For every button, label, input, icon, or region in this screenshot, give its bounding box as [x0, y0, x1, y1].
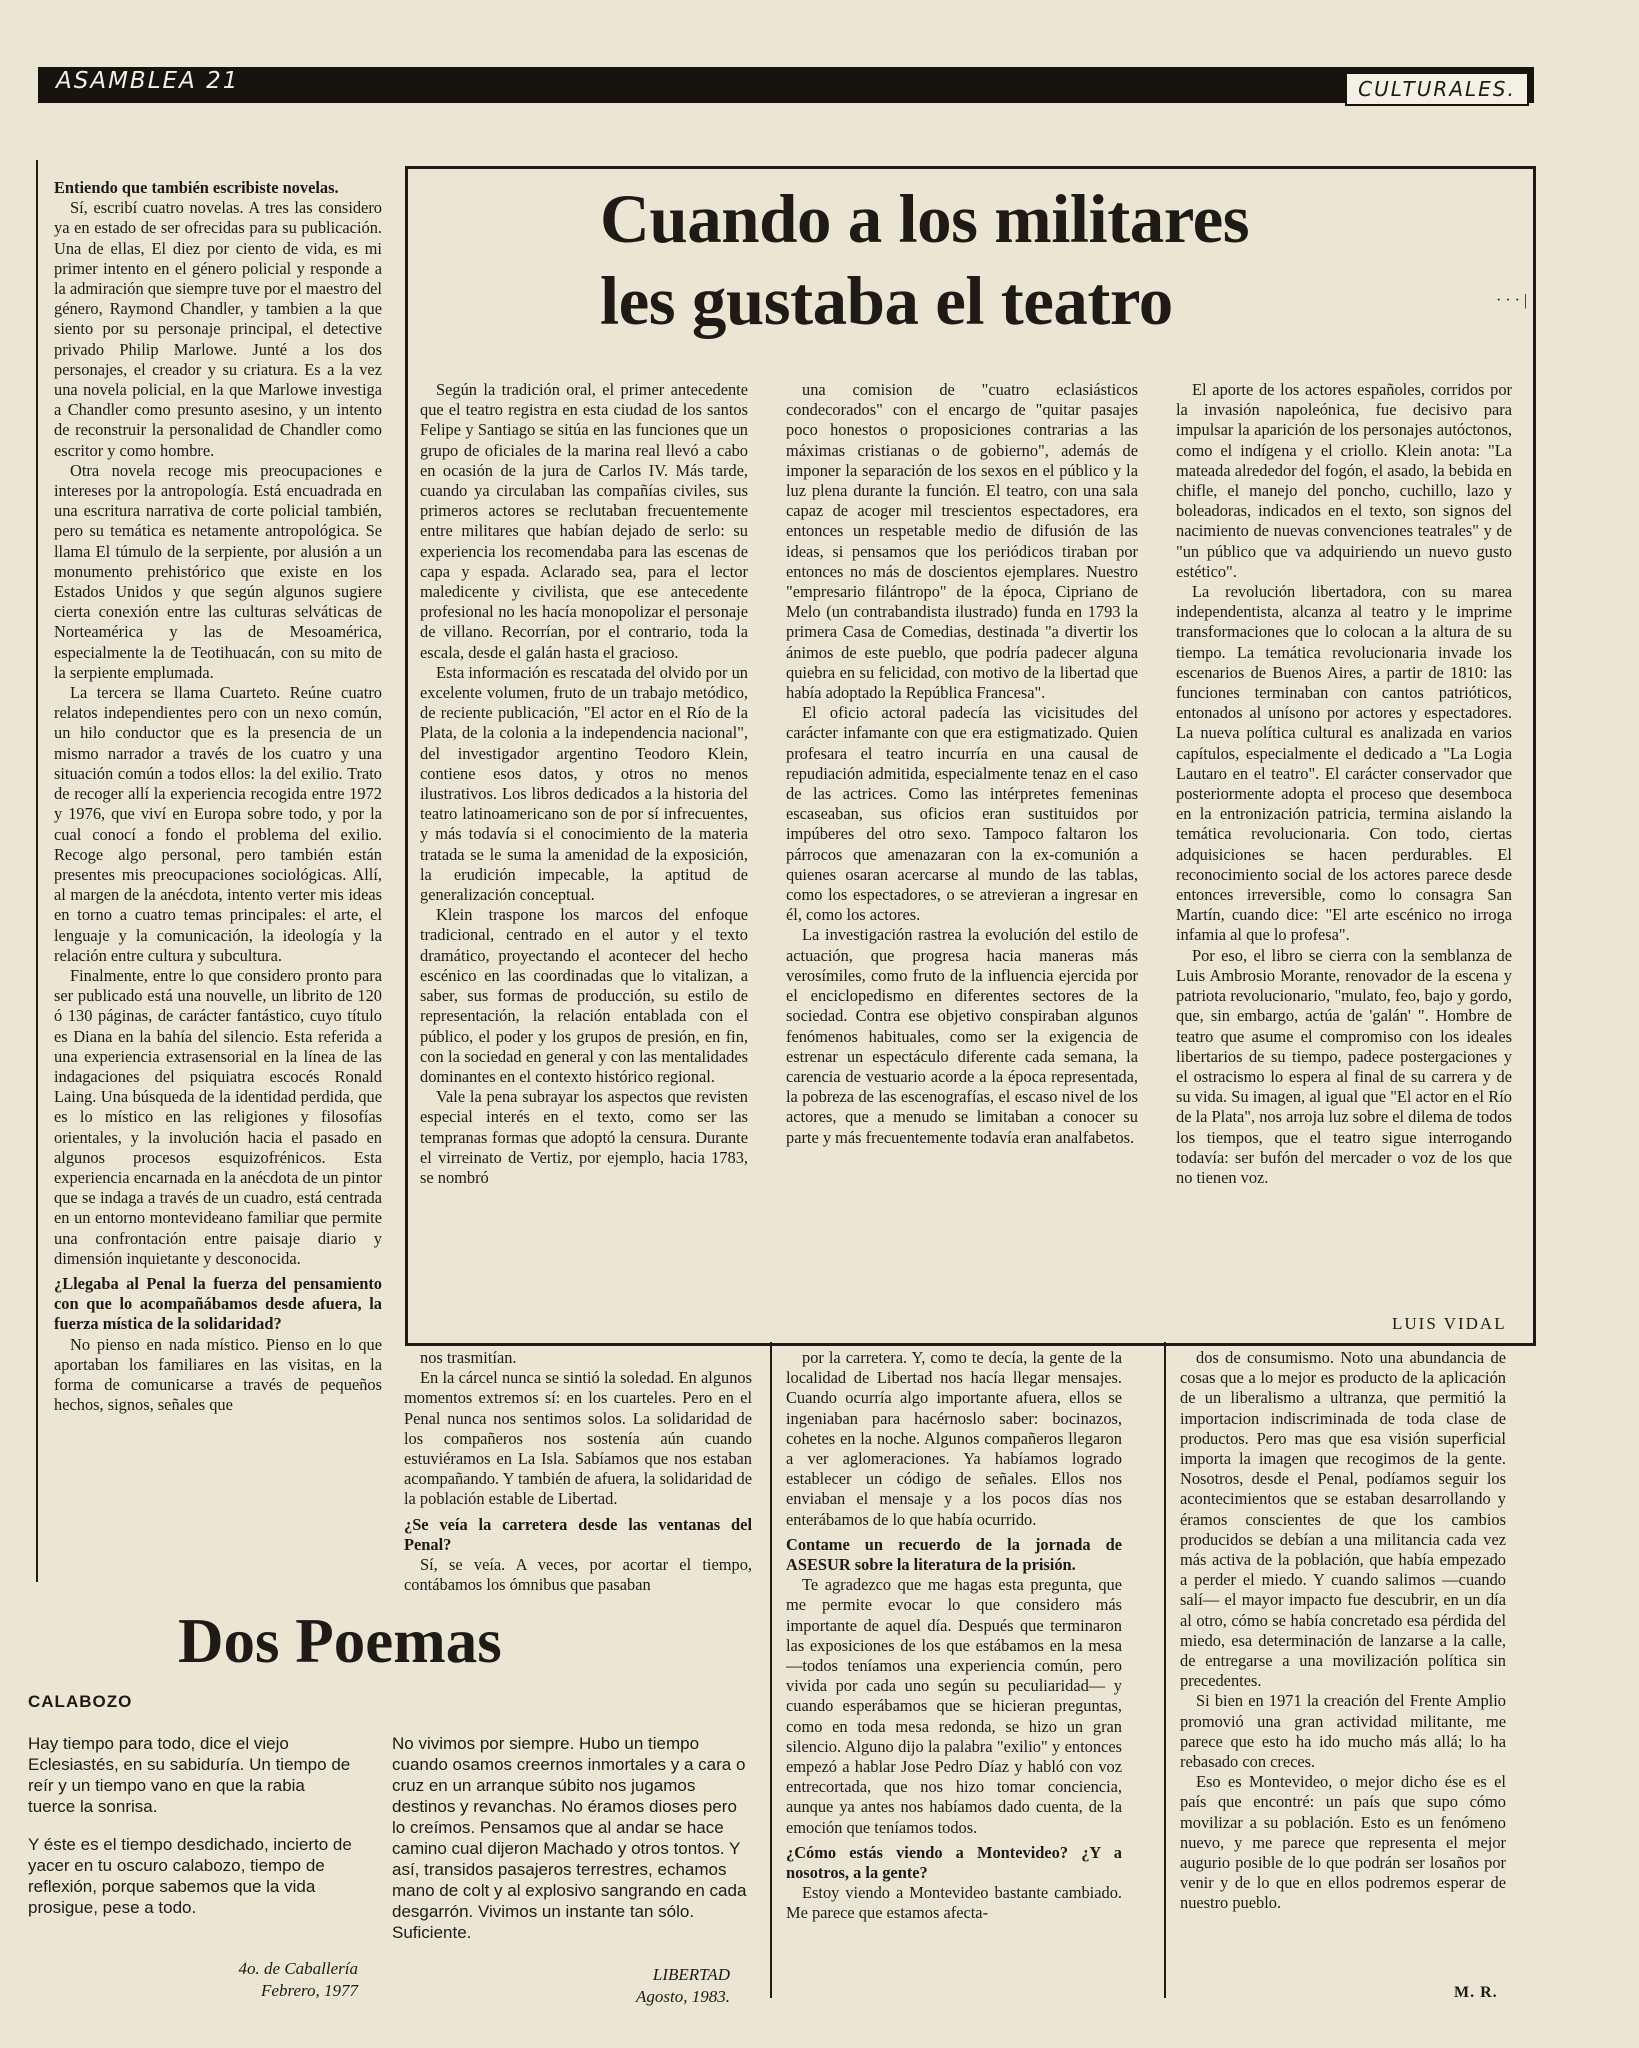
interview-column-a: [404, 1348, 752, 1594]
paragraph: dos de consumismo. Noto una abundancia de cosas que a lo mejor es producto de la aplicación de un liberalismo a ultranza, que permitió la importacion indiscriminada de toda clase de productos. Pero mas que esa visión superficial importa la imagen que recogimos de la gente. Nosotros, desde el Penal, podíamos seguir los acontecimientos que se estaban desarrollando y éramos conscientes de que los cambios producidos se debían a una militancia cada vez más activa de la población, que había empezado a perder el miedo. Y cuando salimos —cuando salí— el mayor impacto fue descubrir, en un día al otro, cómo se había concretado esa pérdida del miedo, esa determinación de lanzarse a la calle, de entregarse a una movilización política sin precedentes.: [1180, 1348, 1506, 1691]
feature-title-line-1: Cuando a los militares: [600, 181, 1250, 257]
question: Contame un recuerdo de la jornada de ASESUR sobre la literatura de la prisión.: [786, 1534, 1122, 1575]
interview-column-b: [786, 1348, 1122, 1988]
interview-column-c: [1180, 1348, 1506, 1980]
interview-signature: M. R.: [1454, 1984, 1498, 2001]
section-label-left: ASAMBLEA 21: [56, 68, 240, 94]
paragraph: Te agradezco que me hagas esta pregunta, que me permite evocar lo que considero más importante de aquel día. Después que terminaron las exposiciones de los que estábamos en la mesa —todos teníamos una experiencia común, pero vivida por cada uno según su peculiaridad— y cuando esperábamos que se hicieran preguntas, como en toda mesa redonda, se hizo un gran silencio. Alguno dijo la palabra "exilio" y entonces empezó a hablar Jose Pedro Díaz y habló con voz entrecortada, que nos hizo tomar conciencia, aunque ya antes nos habíamos dado cuenta, de la emoción que teníamos todos.: [786, 1575, 1122, 1837]
section-label-right: CULTURALES.: [1345, 72, 1529, 106]
paragraph: El oficio actoral padecía las vicisitudes del carácter infamante con que era estigmatizado. Quien profesara el teatro incurría en una causal de repudiación admitida, especialmente tenaz en el caso de las actrices. Como las intérpretes femeninas escaseaban, sus oficios eran sustituidos por impúberes del otro sexo. Tampoco faltaron los párrocos que amenazaran con la ex-comunión a quienes osaran acercarse al mundo de las tablas, como los espectadores, o se atrevieran a ingresar en él, como los actores.: [786, 703, 1138, 925]
paragraph: Estoy viendo a Montevideo bastante cambiado. Me parece que estamos afecta-: [786, 1883, 1122, 1923]
column-rule-3: [1164, 1342, 1166, 1998]
poem-2: [392, 1733, 754, 1960]
paragraph: No pienso en nada místico. Pienso en lo que aportaban los familiares en las visitas, en la forma de comunicarse a través de pequeños hechos, signos, señales que: [54, 1334, 382, 1415]
poem-1-date: Febrero, 1977: [261, 1981, 358, 2000]
paragraph: Finalmente, entre lo que considero pronto para ser publicado está una nouvelle, un librito de 120 ó 130 páginas, de carácter fantástico, cuyo título es Diana en la bahía del silencio. Esta referida a una experiencia extrasensorial en la línea de las indagaciones del psiquiatra escocés Ronald Laing. Una búsqueda de la identidad perdida, que es lo místico en las religiones y filosofías orientales, y la involución hacia el pasado en algunos procesos esquizofrénicos. Esta experiencia encarnada en la anécdota de un pintor que se indaga a través de un cuadro, está centrada en un entorno montevideano familiar que permite una confrontación entre paisaje diario y dimensión inquietante y desconocida.: [54, 965, 382, 1268]
poem-1: [28, 1733, 354, 1935]
paragraph: La investigación rastrea la evolución del estilo de actuación, que progresa hacia maneras más verosímiles, como fruto de la influencia ejercida por el enciclopedismo en diferentes sectores de la sociedad. Contra ese objetivo conspiraban algunos fenómenos habituales, como ser la exigencia de estrenar un espectáculo diferente cada semana, la carencia de vestuario acorde a la época representada, la pobreza de las escenografías, el escaso nivel de los actores, que a menudo se limitaban a conocer su parte y más frecuentemente todavía eran analfabetos.: [786, 925, 1138, 1147]
paragraph: nos trasmitían.: [420, 1348, 517, 1367]
header-bar: [38, 67, 1534, 103]
poem-2-place: LIBERTAD: [652, 1965, 730, 1984]
poem-2-date: Agosto, 1983.: [636, 1987, 730, 2006]
paragraph: La revolución libertadora, con su marea independentista, alcanza al teatro y le imprime transformaciones que lo colocan a la altura de su tiempo. La temática revolucionaria invade los escenarios de Buenos Aires, a partir de 1810: las funciones terminaban con cantos patrióticos, entonados al unísono por actores y espectadores. La nueva política cultural es analizada en varios capítulos, especialmente el dedicado a "La Logia Lautaro en el teatro". El carácter conservador que posteriormente adopta el proceso que desemboca en la entronización patricia, termina aislando la temática revolucionaria. Con todo, ciertas adquisiciones se hacen perdurables. El reconocimiento social de los actores parece desde entonces irreversible, como lo consagra San Martín, cuando dice: "El arte escénico no irroga infamia al que lo profesa".: [1176, 582, 1512, 945]
poem-2-signature: [520, 1964, 730, 2008]
paragraph: Sí, escribí cuatro novelas. A tres las considero ya en estado de ser ofrecidas para su publicación. Una de ellas, El diez por ciento de vida, es mi primer intento en el género policial y responde a la admiración que siempre tuve por el maestro del género, Raymond Chandler, y tambien a la que siento por su personaje principal, el detective privado Philip Marlowe. Junté a los dos personajes, el creador y su criatura. Es a la vez una novela policial, en la que Marlowe investiga a Chandler como presunto asesino, y un intento de reconstruir la personalidad de Chandler como escritor y como hombre.: [54, 198, 382, 460]
interview-column: [54, 173, 382, 1605]
poem-1-place: 4o. de Caballería: [238, 1959, 358, 1978]
poem-1-signature: [120, 1958, 358, 2002]
paragraph: Eso es Montevideo, o mejor dicho ése es el país que encontré: un país que supo cómo movilizar a su población. Esto es un fenómeno nuevo, y me parece que representa el mejor augurio posible de lo que podrán ser losaños por venir y de lo que en ellos podremos esperar de nuestro pueblo.: [1180, 1772, 1506, 1913]
question: ¿Llegaba al Penal la fuerza del pensamiento con que lo acompañábamos desde afuera, la fuerza mística de la solidaridad?: [54, 1273, 382, 1334]
paragraph: En la cárcel nunca se sintió la soledad. En algunos momentos extremos sí: en los cuarteles. Pero en el Penal nunca nos sentimos solos. La solidaridad de los compañeros nos sostenía aún cuando estuviéramos en La Isla. Sabíamos que nos estaban acompañando. Y también de afuera, la solidaridad de la población estable de Libertad.: [404, 1368, 752, 1509]
feature-column-1: [420, 380, 748, 1312]
byline: LUIS VIDAL: [1392, 1314, 1507, 1333]
paragraph: Esta información es rescatada del olvido por un excelente volumen, fruto de un trabajo metódico, de reciente publicación, "El actor en el Río de la Plata, de la colonia a la independencia nacional", del investigador argentino Teodoro Klein, contiene esos datos, y otros no menos ilustrativos. Los libros dedicados a la historia del teatro latinoamericano son de por sí infrecuentes, y más todavía si el conocimiento de la materia tratada se le suma la amenidad de la exposición, la erudición impecable, la aptitud de generalización conceptual.: [420, 662, 748, 905]
paragraph: Hay tiempo para todo, dice el viejo Eclesiastés, en su sabiduría. Un tiempo de reír y un tiempo vano en que la rabia tuerce la sonrisa.: [28, 1734, 351, 1816]
paragraph: Si bien en 1971 la creación del Frente Amplio promovió una gran actividad militante, me parece que esto ha ido mucho más allá; lo ha rebasado con creces.: [1180, 1691, 1506, 1772]
paragraph: por la carretera. Y, como te decía, la gente de la localidad de Libertad nos hacía llegar mensajes. Cuando ocurría algo importante afuera, ellos se ingeniaban para hacérnoslo saber: bocinazos, cohetes en la noche. Algunos compañeros llegaron a ver aglomeraciones. Ya habíamos logrado establecer un código de señales. Ellos nos enviaban el mensaje y a los pocos días nos enterábamos de lo que había ocurrido.: [786, 1348, 1122, 1529]
feature-title: [600, 178, 1249, 342]
poem-heading: CALABOZO: [28, 1692, 133, 1711]
column-rule-2: [770, 1342, 772, 1998]
column-rule-left: [36, 160, 38, 1582]
paragraph: El aporte de los actores españoles, corridos por la invasión napoleónica, fue decisivo para impulsar la aparición de los personajes autóctonos, como el indígena y el criollo. Klein anota: "La mateada alrededor del fogón, el asado, la bebida en chifle, el manejo del poncho, cuchillo, lazo y boleadoras, indicados en el texto, son signos del nacimiento de nuevas convenciones teatrales" y de "un público que va adquiriendo un nuevo gusto estético".: [1176, 380, 1512, 581]
print-marks: · · · |: [1496, 292, 1528, 309]
question: Entiendo que también escribiste novelas.: [54, 178, 339, 197]
paragraph: Según la tradición oral, el primer antecedente que el teatro registra en esta ciudad de los santos Felipe y Santiago se sitúa en las funciones que un grupo de oficiales de la marina real llevó a cabo en ocasión de la jura de Carlos IV. Más tarde, cuando ya circulaban las compañías civiles, sus primeros actores se reclutaban frecuentemente entre militares que habían dejado de serlo: su experiencia los recomendaba para las escenas de capa y espada. Aclarado sea, para el lector maledicente y civilista, que ese antecedente profesional no les hacía monopolizar el personaje de villano. Recorrían, por el contrario, toda la escala, desde el galán hasta el gracioso.: [420, 380, 748, 662]
feature-title-line-2: les gustaba el teatro: [600, 263, 1173, 339]
paragraph: una comision de "cuatro eclasiásticos condecorados" con el encargo de "quitar pasajes poco honestos o proposiciones contrarias a las máximas cristianas o de gobierno", además de imponer la separación de los sexos en el público y la luz plena durante la función. El teatro, con una sala capaz de acoger mil trescientos espectadores, era entonces un respetable medio de difusión de las ideas, si pensamos que los periódicos tiraban por entonces no más de doscientos ejemplares. Nuestro "empresario filántropo" de la época, Cipriano de Melo (un contrabandista ilustrado) funda en 1793 la primera Casa de Comedias, destinada "a divertir los ánimos de este pueblo, que podría padecer alguna quiebra en su felicidad, con motivo de la libertad que había adoptado la República Francesa".: [786, 380, 1138, 703]
question: ¿Se veía la carretera desde las ventanas del Penal?: [404, 1514, 752, 1554]
feature-column-2: [786, 380, 1138, 1312]
paragraph: Otra novela recoge mis preocupaciones e intereses por la antropología. Está encuadrada en una escritura narrativa de corte policial también, pero su temática es netamente antropológica. Se llama El túmulo de la serpiente, por alusión a un monumento prehistórico que existe en los Estados Unidos y que según algunos sugiere cierta conexión entre las culturas selváticas de Norteamérica y las de Mesoamérica, especialmente la de Teotihuacán, con su mito de la serpiente emplumada.: [54, 460, 382, 682]
paragraph: Vale la pena subrayar los aspectos que revisten especial interés en el texto, como ser las tempranas formas que adoptó la censura. Durante el virreinato de Vertiz, por ejemplo, hacia 1783, se nombró: [420, 1087, 748, 1187]
paragraph: No vivimos por siempre. Hubo un tiempo cuando osamos creernos inmortales y a cara o cruz en un arranque súbito nos jugamos destinos y revanchas. No éramos dioses pero lo creímos. Pensamos que al andar se hace camino cual dijeron Machado y otros tontos. Y así, transidos pasajeros terrestres, echamos mano de colt y al explosivo sangrando en cada desgarrón. Vivimos un instante tan sólo. Suficiente.: [392, 1734, 747, 1942]
paragraph: Y éste es el tiempo desdichado, incierto de yacer en tu oscuro calabozo, tiempo de reflexión, porque sabemos que la vida prosigue, pese a todo.: [28, 1835, 352, 1917]
poems-title: Dos Poemas: [178, 1606, 502, 1676]
question: ¿Cómo estás viendo a Montevideo? ¿Y a nosotros, a la gente?: [786, 1842, 1122, 1883]
paragraph: Sí, se veía. A veces, por acortar el tiempo, contábamos los ómnibus que pasaban: [404, 1555, 752, 1594]
paragraph: Klein traspone los marcos del enfoque tradicional, centrado en el autor y el texto dramático, proyectando el acontecer del hecho escénico en las coordinadas que lo vitalizan, a saber, sus formas de producción, su estilo de representación, la relación entablada con el público, el poder y los grupos de presión, en fin, con la sociedad en general y con las mentalidades dominantes en el contexto histórico regional.: [420, 905, 748, 1086]
paragraph: Por eso, el libro se cierra con la semblanza de Luis Ambrosio Morante, renovador de la escena y patriota revolucionario, "mulato, feo, bajo y gordo, que, sin embargo, actúa de 'galán' ". Hombre de teatro que asume el compromiso con los ideales libertarios de su tiempo, padece postergaciones y el ostracismo lo espera al final de su carrera y de su vida. Su imagen, al igual que "El actor en el Río de la Plata", nos arroja luz sobre el dilema de todos los tiempos, que el teatro sigue interrogando todavía: ser bufón del mercader o voz de los que no tienen voz.: [1176, 945, 1512, 1187]
paragraph: La tercera se llama Cuarteto. Reúne cuatro relatos independientes pero con un nexo común, un hilo conductor que es la presencia de un mismo narrador a través de los cuatro y una situación común a todos ellos: la del exilio. Trato de recoger allí la experiencia recogida entre 1972 y 1976, que viví en Europa sobre todo, y por la cual conocí a fondo el problema del exilio. Recoge algo personal, pero también están presentes mis preocupaciones sociológicas. Allí, al margen de la anécdota, intento verter mis ideas en torno a cuatro temas principales: el arte, el lenguaje y la comunicación, la ideología y la relación entre cultura y subcultura.: [54, 683, 382, 965]
feature-column-3: [1176, 380, 1512, 1312]
